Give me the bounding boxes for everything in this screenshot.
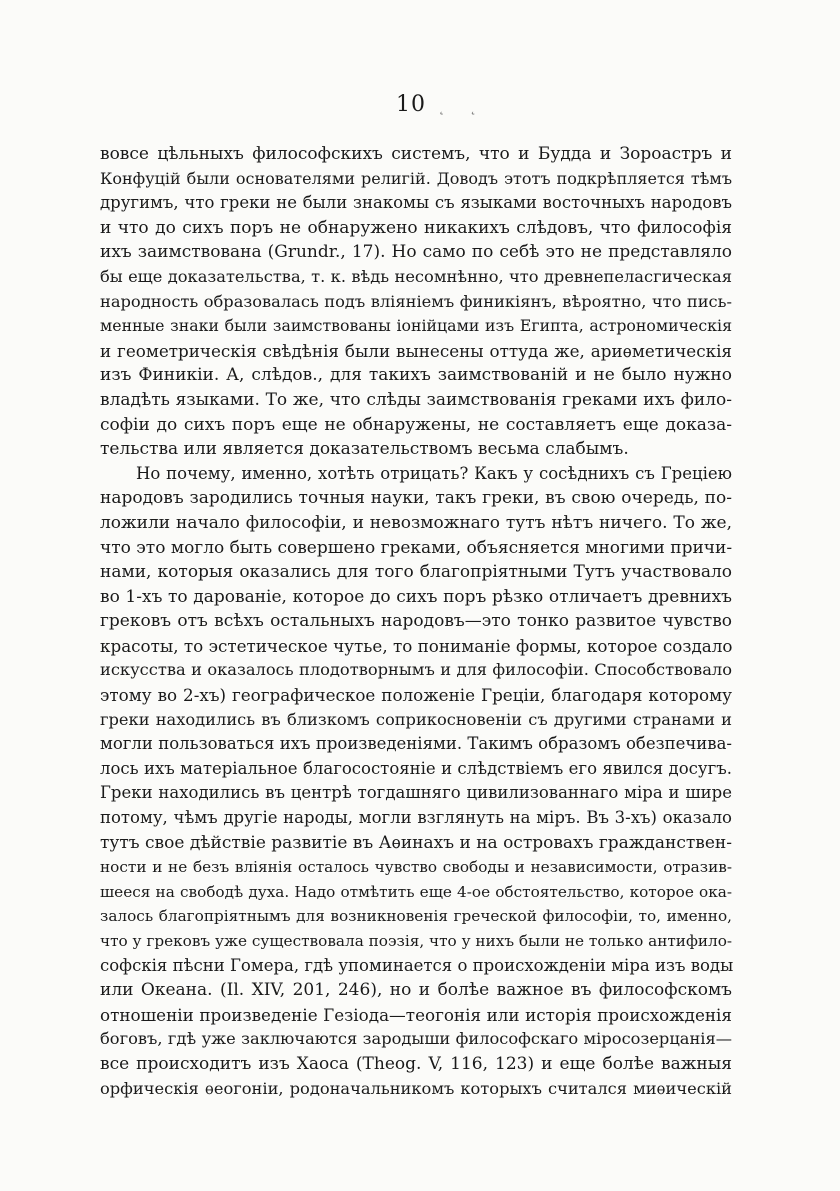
text-line: народность образовалась подъ вліяніемъ финикіянъ, вѣроятно, что пись- [100,291,732,311]
text-line: ности и не безъ вліянія осталось чувство свободы и независимости, отразив- [100,858,732,877]
text-line: вовсе цѣльныхъ философскихъ системъ, что и Будда и Зороастръ и [100,144,732,164]
text-line: софіи до сихъ поръ еще не обнаружены, не составляетъ еще доказа- [100,414,732,435]
page-number-marks: ˛ ˛ [438,100,487,116]
text-line: Греки находились въ центрѣ тогдашняго цивилизованнаго міра и шире [100,783,732,803]
text-line: греки находились въ близкомъ соприкосновеніи съ другими странами и [100,709,732,729]
text-line: бы еще доказательства, т. к. вѣдь несомнѣнно, что древнепеласгическая [100,266,732,286]
text-line: тельства или является доказательствомъ весьма слабымъ. [100,439,629,460]
text-line: софскія пѣсни Гомера, гдѣ упоминается о происхожденіи міра изъ воды [100,955,734,975]
body-text [100,142,732,1101]
text-line: и геометрическія свѣдѣнія были вынесены оттуда же, ариѳметическія [100,340,732,361]
text-line: владѣть языками. То же, что слѣды заимствованія греками ихъ фило- [100,389,732,410]
text-line: во 1-хъ то дарованіе, которое до сихъ поръ рѣзко отличаетъ древнихъ [100,586,732,607]
text-line: изъ Финикіи. А, слѣдов., для такихъ заимствованій и не было нужно [100,365,732,386]
text-line: или Океана. (Il. XIV, 201, 246), но и болѣе важное въ философскомъ [100,980,732,1001]
page-number: 10 [396,92,426,117]
text-line: тутъ свое дѣйствіе развитіе въ Аѳинахъ и на островахъ гражданствен- [100,832,732,853]
text-line: все происходитъ изъ Хаоса (Theog. V, 116, 123) и еще болѣе важныя [100,1053,732,1074]
text-line: орфическія ѳеогоніи, родоначальникомъ которыхъ считался миѳическій [100,1078,732,1098]
text-line: менные знаки были заимствованы іонійцами изъ Египта, астрономическія [100,316,732,336]
text-line: залось благопріятнымъ для возникновенія греческой философіи, то, именно, [100,907,732,926]
text-line: ихъ заимствована (Grundr., 17). Но само по себѣ это не представляло [100,242,732,263]
text-line: ложили начало философіи, и невозможнаго тутъ нѣтъ ничего. То же, [100,512,732,533]
text-line: потому, чѣмъ другіе народы, могли взглянуть на міръ. Въ 3-хъ) оказало [100,808,732,828]
text-line: Конфуцій были основателями религій. Доводъ этотъ подкрѣпляется тѣмъ [100,168,732,188]
text-line: грековъ отъ всѣхъ остальныхъ народовъ—это тонко развитое чувство [100,611,732,632]
paragraph-2 [100,462,732,1101]
text-line: шееся на свободѣ духа. Надо отмѣтить еще 4-ое обстоятельство, которое ока- [100,882,732,901]
text-line: искусства и оказалось плодотворнымъ и для философіи. Способствовало [100,660,732,680]
text-line: лось ихъ матеріальное благосостояніе и слѣдствіемъ его явился досугъ. [100,758,732,778]
text-line: красоты, то эстетическое чутье, то пониманіе формы, которое создало [100,635,733,656]
text-line: Но почему, именно, хотѣть отрицать? Какъ у сосѣднихъ съ Греціею [136,463,732,483]
text-line: что у грековъ уже существовала поэзія, что у нихъ были не только антифило- [100,932,733,950]
text-line: другимъ, что греки не были знакомы съ языками восточныхъ народовъ [100,193,732,213]
text-line: боговъ, гдѣ уже заключаются зародыши философскаго міросозерцанія— [100,1029,732,1049]
text-line: что это могло быть совершено греками, объясняется многими причи- [100,537,733,558]
text-line: нами, которыя оказались для того благопріятными Тутъ участвовало [100,562,732,583]
text-line: народовъ зародились точныя науки, такъ греки, въ свою очередь, по- [100,488,732,509]
text-line: отношеніи произведеніе Гезіода—теогонія или исторія происхожденія [100,1004,732,1025]
text-line: и что до сихъ поръ не обнаружено никакихъ слѣдовъ, что философія [100,217,732,238]
paragraph-1 [100,142,732,462]
text-line: могли пользоваться ихъ произведеніями. Такимъ образомъ обезпечива- [100,734,732,754]
text-line: этому во 2-хъ) географическое положеніе Греціи, благодаря которому [100,685,732,706]
